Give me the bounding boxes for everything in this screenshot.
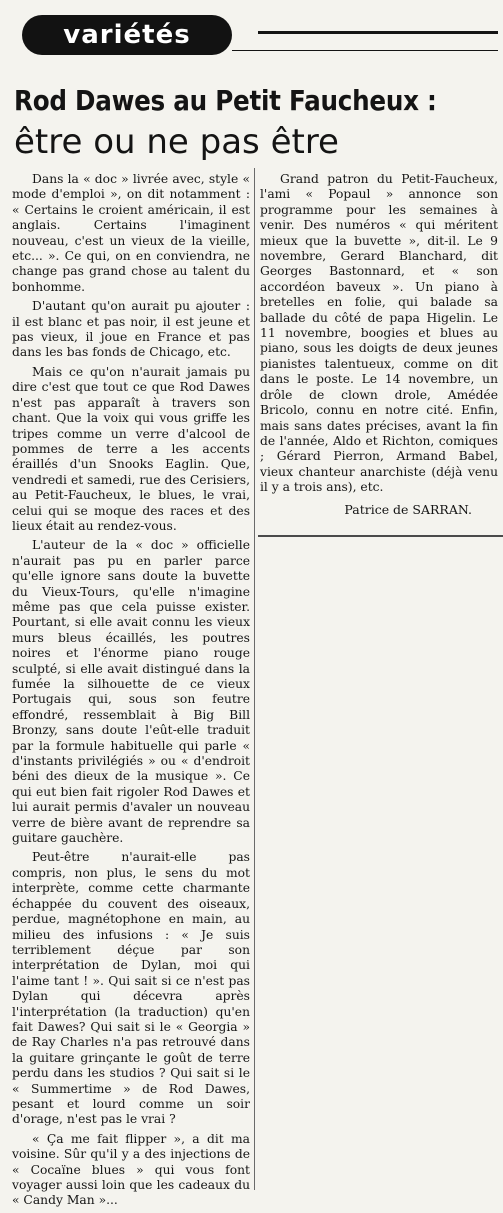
article-paragraph: « Ça me fait flipper », a dit ma voisine. Sûr qu'il y a des injections de « Cocaïne blues » qui vous font voyager aussi loin que les cadeaux du « Candy Man »... [12, 1131, 250, 1208]
article-paragraph: L'auteur de la « doc » officielle n'aurait pas pu en parler parce qu'elle ignore sans doute la buvette du Vieux-Tours, qu'elle n'imagine même pas que cela puisse exister. Pourtant, si elle avait connu les vieux murs bleus écaillés, les poutres noires et l'énorme piano rouge sculpté, si elle avait distingué dans la fumée la silhouette de ce vieux Portugais qui, sous son feutre effondré, ressemblait à Big Bill Bronzy, sans doute l'eût-elle traduit par la formule habituelle qui parle « d'instants privilégiés » ou « d'endroit béni des dieux de la musique ». Ce qui eut bien fait rigoler Rod Dawes et lui aurait permis d'avaler un nouveau verre de bière avant de reprendre sa guitare gauchère. [12, 538, 250, 846]
program-paragraph: Grand patron du Petit-Faucheux, l'ami « Popaul » annonce son programme pour les semaines à venir. Des numéros « qui méritent mieux que la buvette », dit-il. Le 9 novembre, Gerard Blanchard, dit Georges Bastonnard, et « son accordéon baveux ». Un piano à bretelles en folie, qui balade sa ballade du côté de papa Higelin. Le 11 novembre, boogies et blues au piano, sous les doigts de deux jeunes pianistes talentueux, comme on dit dans le poste. Le 14 novembre, un drôle de clown drole, Amédée Bricolo, connu en notre cité. Enfin, mais sans dates précises, avant la fin de l'année, Aldo et Richton, comiques ; Gérard Pierron, Armand Babel, vieux chanteur anarchiste (déjà venu il y a trois ans), etc. [260, 172, 498, 495]
article-headline: Rod Dawes au Petit Faucheux : [14, 84, 437, 117]
section-label: variétés [22, 15, 232, 55]
section-banner [0, 0, 503, 60]
column-divider [254, 168, 255, 1190]
section-rule-thin [232, 50, 498, 51]
section-rule [258, 31, 498, 34]
article-subhead: être ou ne pas être [14, 122, 339, 162]
article-paragraph: Dans la « doc » livrée avec, style « mode d'emploi », on dit notamment : « Certains le croient américain, il est anglais. Certains l'imaginent nouveau, c'est un vieux de la vieille, etc... ». Ce qui, on en conviendra, ne change pas grand chose au talent du bonhomme. [12, 172, 250, 294]
column-end-rule [258, 535, 503, 537]
byline: Patrice de SARRAN. [344, 501, 472, 517]
article-column-right [260, 172, 498, 517]
article-column-left [12, 172, 250, 1213]
article-paragraph: Mais ce qu'on n'aurait jamais pu dire c'est que tout ce que Rod Dawes n'est pas apparaît à travers son chant. Que la voix qui vous griffe les tripes comme un verre d'alcool de pommes de terre a les accents éraillés d'un Snooks Eaglin. Que, vendredi et samedi, rue des Cerisiers, au Petit-Faucheux, le blues, le vrai, celui qui se moque des races et des lieux était au rendez-vous. [12, 364, 250, 533]
article-paragraph: D'autant qu'on aurait pu ajouter : il est blanc et pas noir, il est jeune et pas vieux, il joue en France et pas dans les bas fonds de Chicago, etc. [12, 299, 250, 360]
article-paragraph: Peut-être n'aurait-elle pas compris, non plus, le sens du mot interprète, comme cette charmante échappée du couvent des oiseaux, perdue, magnétophone en main, au milieu des infusions : « Je suis terriblement déçue par son interprétation de Dylan, moi qui l'aime tant ! ». Qui sait si ce n'est pas Dylan qui décevra après l'interprétation (la traduction) qu'en fait Dawes? Qui sait si le « Georgia » de Ray Charles n'a pas retrouvé dans la guitare grinçante le goût de terre perdu dans les studios ? Qui sait si le « Summertime » de Rod Dawes, pesant et lourd comme un soir d'orage, n'est pas le vrai ? [12, 850, 250, 1127]
